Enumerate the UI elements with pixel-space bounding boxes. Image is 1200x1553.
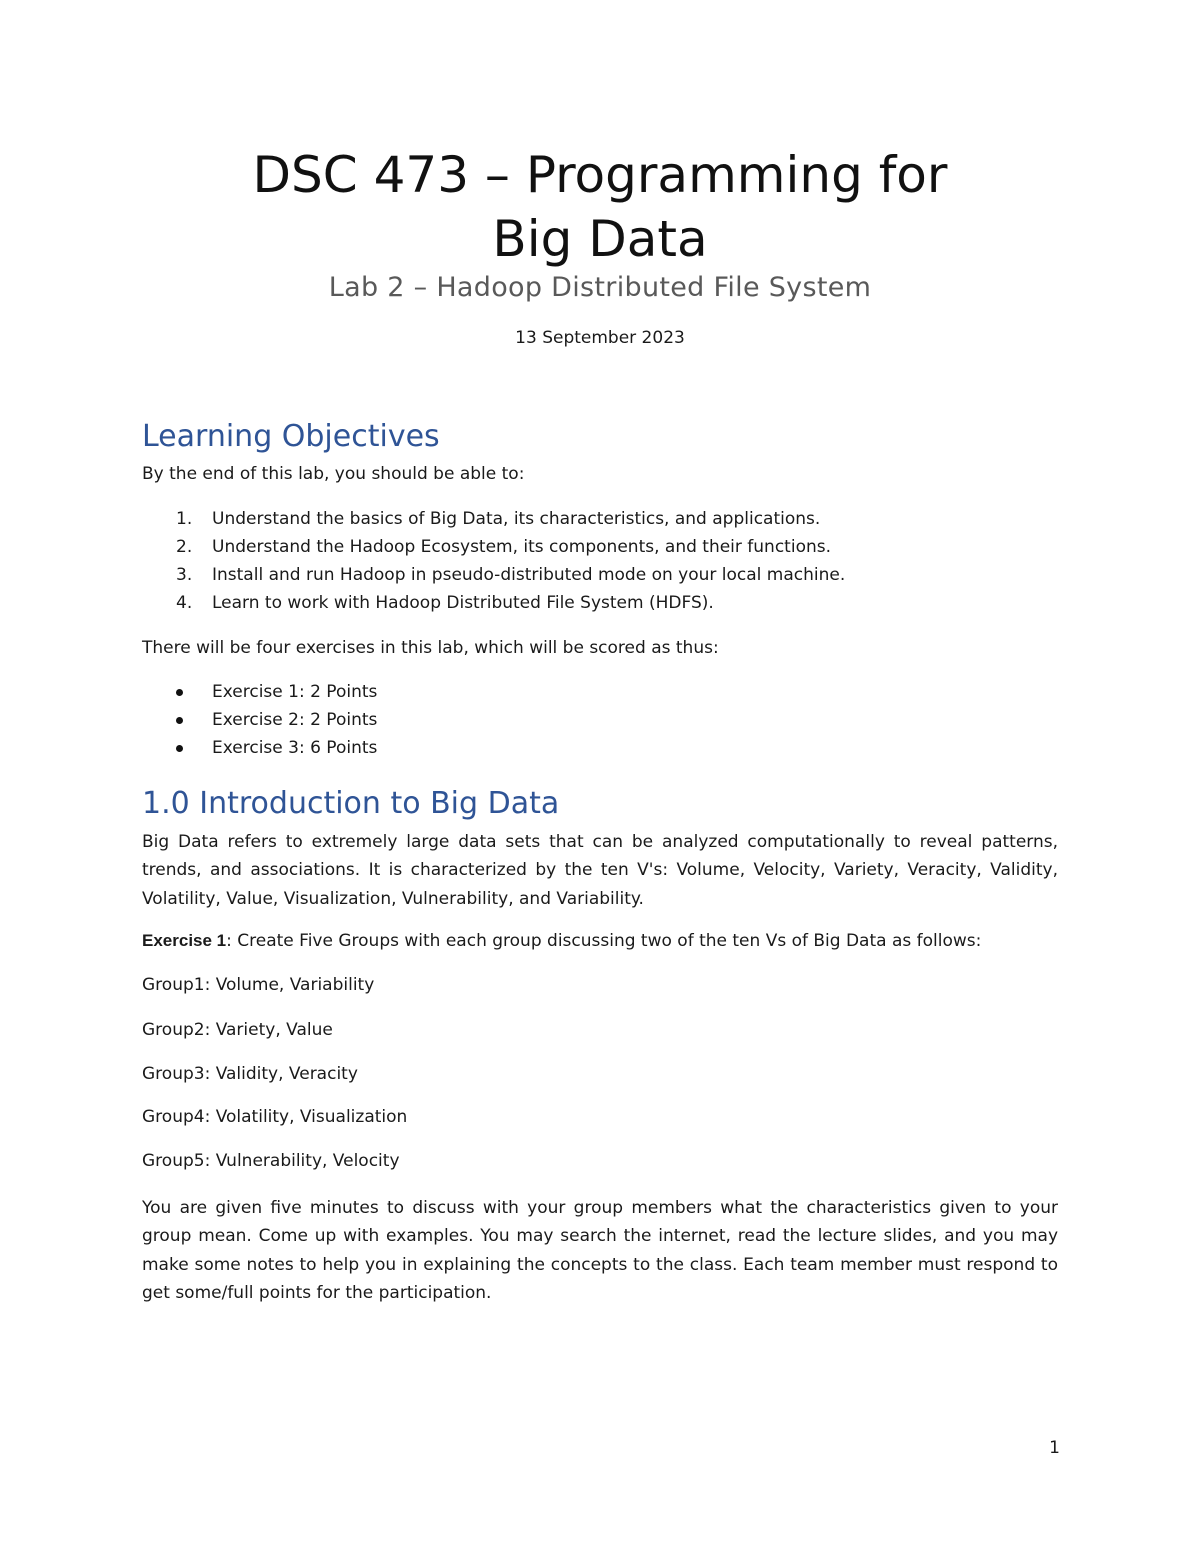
list-item-text: Exercise 2: 2 Points bbox=[212, 710, 378, 730]
group-line: Group5: Vulnerability, Velocity bbox=[142, 1151, 400, 1171]
list-item bbox=[142, 680, 1042, 704]
list-item-text: Install and run Hadoop in pseudo-distributed mode on your local machine. bbox=[212, 565, 846, 585]
list-number: 3. bbox=[176, 565, 193, 585]
group-line: Group4: Volatility, Visualization bbox=[142, 1107, 408, 1127]
list-item-text: Exercise 3: 6 Points bbox=[212, 738, 378, 758]
learning-objectives-heading: Learning Objectives bbox=[142, 419, 440, 454]
exercise-label: Exercise 1 bbox=[142, 931, 227, 950]
document-date: 13 September 2023 bbox=[515, 328, 685, 348]
list-number: 2. bbox=[176, 537, 193, 557]
list-item bbox=[142, 591, 1042, 615]
document-title-line-1: DSC 473 – Programming for bbox=[252, 146, 948, 204]
exercise-text: Create Five Groups with each group discussing two of the ten Vs of Big Data as follows: bbox=[231, 931, 982, 951]
list-item-text: Understand the basics of Big Data, its characteristics, and applications. bbox=[212, 509, 821, 529]
exercise-1-paragraph bbox=[142, 929, 981, 953]
list-item bbox=[142, 736, 1042, 760]
objectives-intro: By the end of this lab, you should be able to: bbox=[142, 464, 525, 484]
page-number: 1 bbox=[1049, 1438, 1060, 1458]
closing-paragraph: You are given five minutes to discuss with your group members what the characteristics given to your group mean. Come up with examples. You may search the internet, read the lecture slides, and you may make some notes to help you in explaining the concepts to the class. Each team member must respond to get some/full points for the participation. bbox=[142, 1198, 1058, 1303]
list-item-text: Learn to work with Hadoop Distributed File System (HDFS). bbox=[212, 593, 714, 613]
group-line: Group1: Volume, Variability bbox=[142, 975, 375, 995]
list-item bbox=[142, 563, 1042, 587]
list-item bbox=[142, 535, 1042, 559]
scoring-intro: There will be four exercises in this lab, which will be scored as thus: bbox=[142, 638, 719, 658]
list-number: 4. bbox=[176, 593, 193, 613]
list-item bbox=[142, 507, 1042, 531]
bullet-icon bbox=[176, 717, 183, 724]
bullet-icon bbox=[176, 689, 183, 696]
group-line: Group3: Validity, Veracity bbox=[142, 1064, 358, 1084]
document-title-line-2: Big Data bbox=[492, 210, 708, 268]
bullet-icon bbox=[176, 745, 183, 752]
list-item-text: Understand the Hadoop Ecosystem, its components, and their functions. bbox=[212, 537, 832, 557]
document-subtitle: Lab 2 – Hadoop Distributed File System bbox=[328, 272, 872, 303]
list-item-text: Exercise 1: 2 Points bbox=[212, 682, 378, 702]
introduction-paragraph: Big Data refers to extremely large data sets that can be analyzed computationally to reveal patterns, trends, and associations. It is characterized by the ten V's: Volume, Velocity, Variety, Veracity, Validity, Volatility, Value, Visualization, Vulnerability, and Variability. bbox=[142, 832, 1058, 909]
group-line: Group2: Variety, Value bbox=[142, 1020, 333, 1040]
exercise-label-colon: : bbox=[226, 931, 232, 951]
list-number: 1. bbox=[176, 509, 193, 529]
introduction-heading: 1.0 Introduction to Big Data bbox=[142, 786, 560, 821]
list-item bbox=[142, 708, 1042, 732]
